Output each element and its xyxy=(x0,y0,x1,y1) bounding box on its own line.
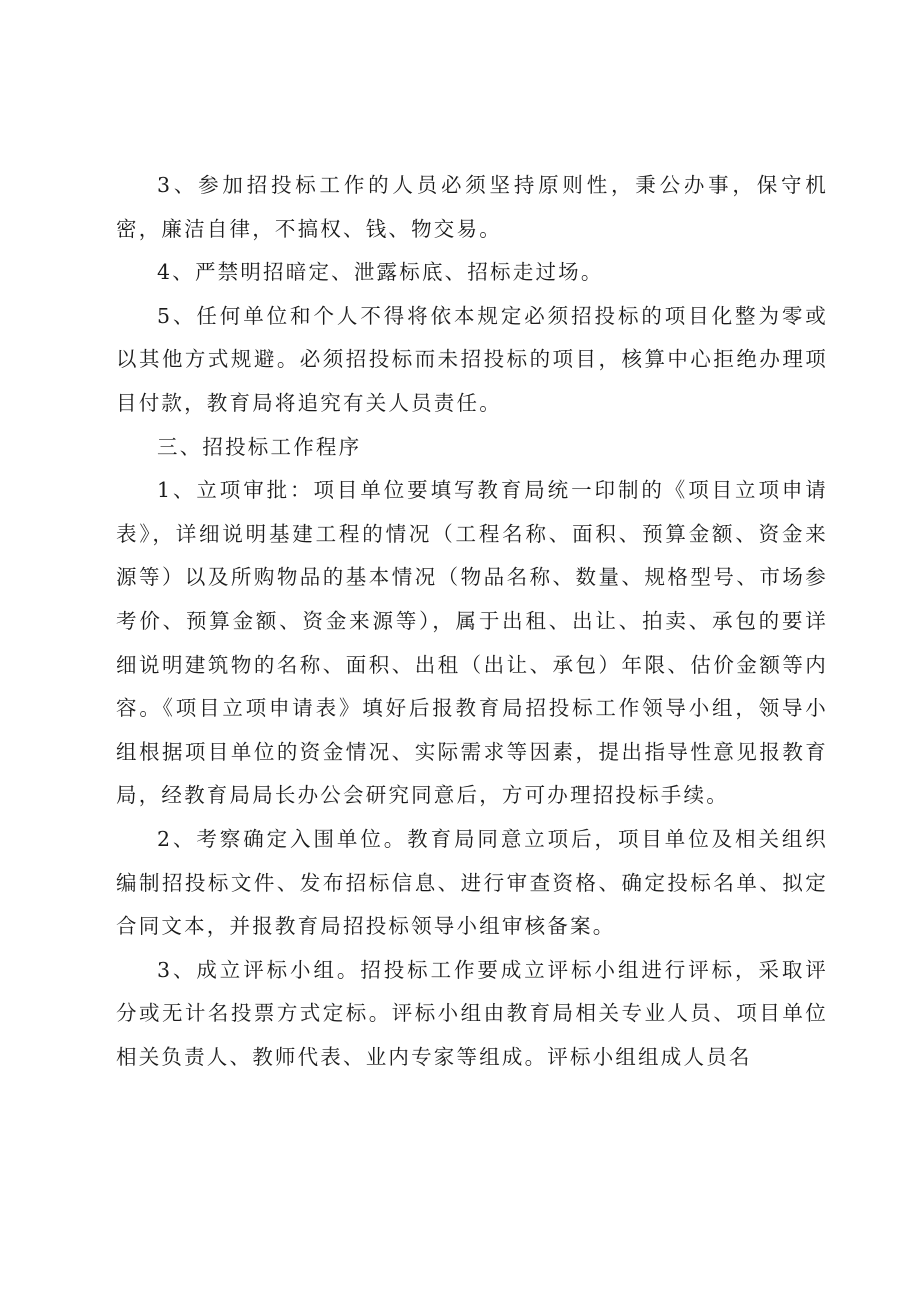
paragraph-project-approval: 1、立项审批：项目单位要填写教育局统一印制的《项目立项申请表》，详细说明基建工程的情况（工程名称、面积、预算金额、资金来源等）以及所购物品的基本情况（物品名称、数量、规格型号、市场参考价、预算金额、资金来源等），属于出租、出让、拍卖、承包的要详细说明建筑物的名称、面积、出租（出让、承包）年限、估价金额等内容。《项目立项申请表》填好后报教育局招投标工作领导小组，领导小组根据项目单位的资金情况、实际需求等因素，提出指导性意见报教育局，经教育局局长办公会研究同意后，方可办理招投标手续。 xyxy=(116,478,828,808)
paragraph-prohibitions: 4、严禁明招暗定、泄露标底、招标走过场。 xyxy=(157,260,604,285)
paragraph-shortlist-units: 2、考察确定入围单位。教育局同意立项后，项目单位及相关组织编制招投标文件、发布招标信息、进行审查资格、确定投标名单、拟定合同文本，并报教育局招投标领导小组审核备案。 xyxy=(116,826,828,939)
paragraph-evaluation-panel: 3、成立评标小组。招投标工作要成立评标小组进行评标，采取评分或无计名投票方式定标。评标小组由教育局相关专业人员、项目单位相关负责人、教师代表、业内专家等组成。评标小组组成人员名 xyxy=(116,957,828,1069)
document-body xyxy=(116,164,828,1079)
paragraph-no-splitting: 5、任何单位和个人不得将依本规定必须招投标的项目化整为零或以其他方式规避。必须招投标而未招投标的项目，核算中心拒绝办理项目付款，教育局将追究有关人员责任。 xyxy=(116,303,828,415)
section-heading-procedure: 三、招投标工作程序 xyxy=(157,434,362,459)
paragraph-confidentiality: 3、参加招投标工作的人员必须坚持原则性，秉公办事，保守机密，廉洁自律，不搞权、钱、物交易。 xyxy=(116,173,828,241)
